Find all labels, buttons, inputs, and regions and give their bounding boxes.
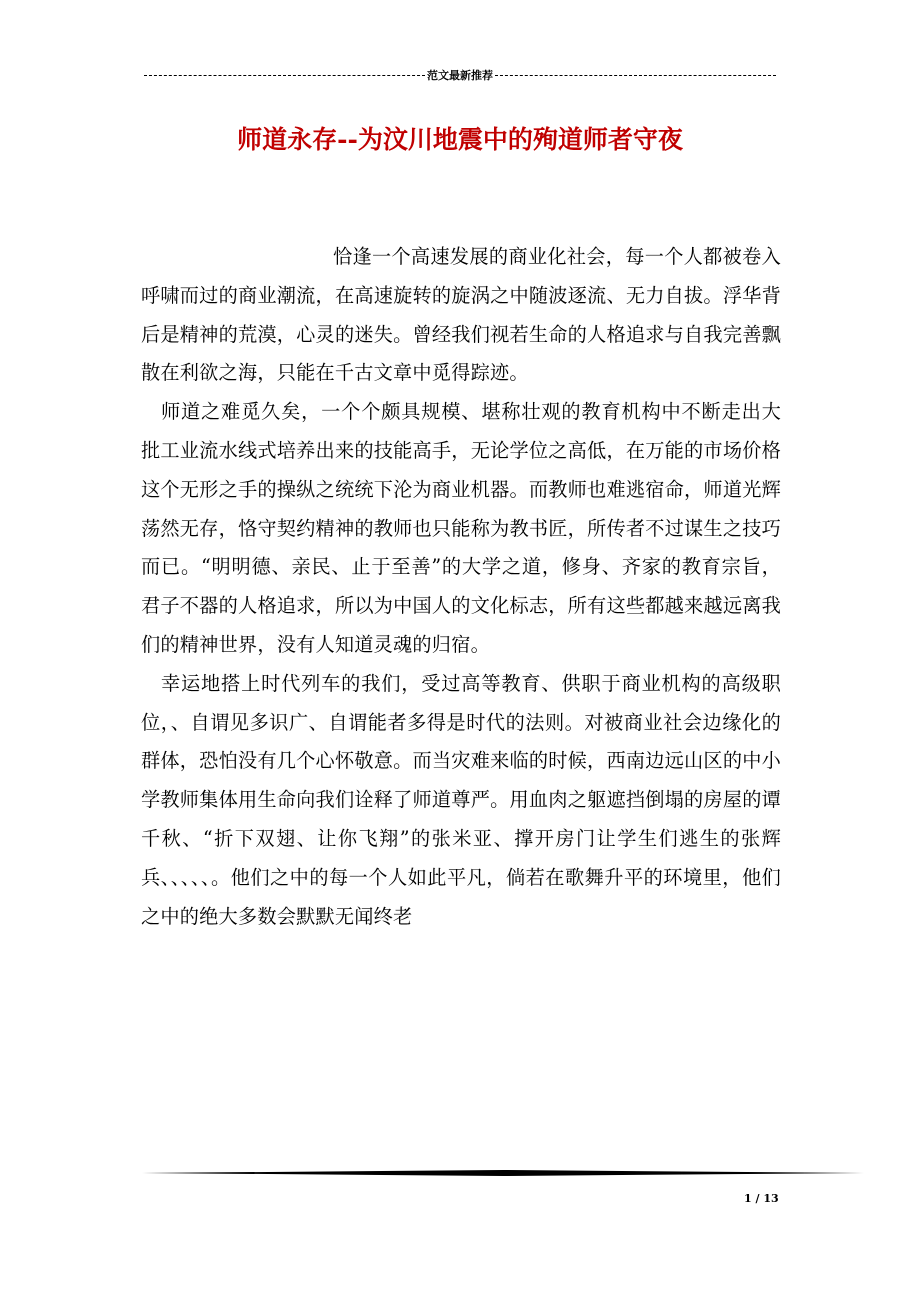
paragraph-1: 恰逢一个高速发展的商业化社会，每一个人都被卷入呼啸而过的商业潮流，在高速旋转的旋涡之中随波逐流、无力自拔。浮华背后是精神的荒漠，心灵的迷失。曾经我们视若生命的人格追求与自我完善飘散在利欲之海，只能在千古文章中觅得踪迹。 bbox=[141, 245, 781, 385]
page-number: 1 / 13 bbox=[744, 1192, 779, 1205]
document-body bbox=[141, 238, 781, 936]
footer-rule bbox=[142, 1170, 864, 1176]
header-dash-left bbox=[144, 75, 425, 76]
paragraph-3: 幸运地搭上时代列车的我们，受过高等教育、供职于商业机构的高级职位，、自谓见多识广、自谓能者多得是时代的法则。对被商业社会边缘化的群体，恐怕没有几个心怀敬意。而当灾难来临的时候，西南边远山区的中小学教师集体用生命向我们诠释了师道尊严。用血肉之躯遮挡倒塌的房屋的谭千秋、“折下双翅、让你飞翔”的张米亚、撑开房门让学生们逃生的张辉兵、、、、、。他们之中的每一个人如此平凡，倘若在歌舞升平的环境里，他们之中的绝大多数会默默无闻终老 bbox=[141, 671, 781, 928]
page-header bbox=[142, 66, 778, 84]
header-dash-right bbox=[495, 75, 776, 76]
document-title: 师道永存--为汶川地震中的殉道师者守夜 bbox=[237, 125, 683, 154]
header-label: 范文最新推荐 bbox=[427, 69, 493, 82]
paragraph-2: 师道之难觅久矣，一个个颇具规模、堪称壮观的教育机构中不断走出大批工业流水线式培养出来的技能高手，无论学位之高低，在万能的市场价格这个无形之手的操纵之统统下沦为商业机器。而教师也难逃宿命，师道光辉荡然无存，恪守契约精神的教师也只能称为教书匠，所传者不过谋生之技巧而已。“明明德、亲民、止于至善”的大学之道，修身、齐家的教育宗旨，君子不器的人格追求，所以为中国人的文化标志，所有这些都越来越远离我们的精神世界，没有人知道灵魂的归宿。 bbox=[141, 400, 781, 656]
